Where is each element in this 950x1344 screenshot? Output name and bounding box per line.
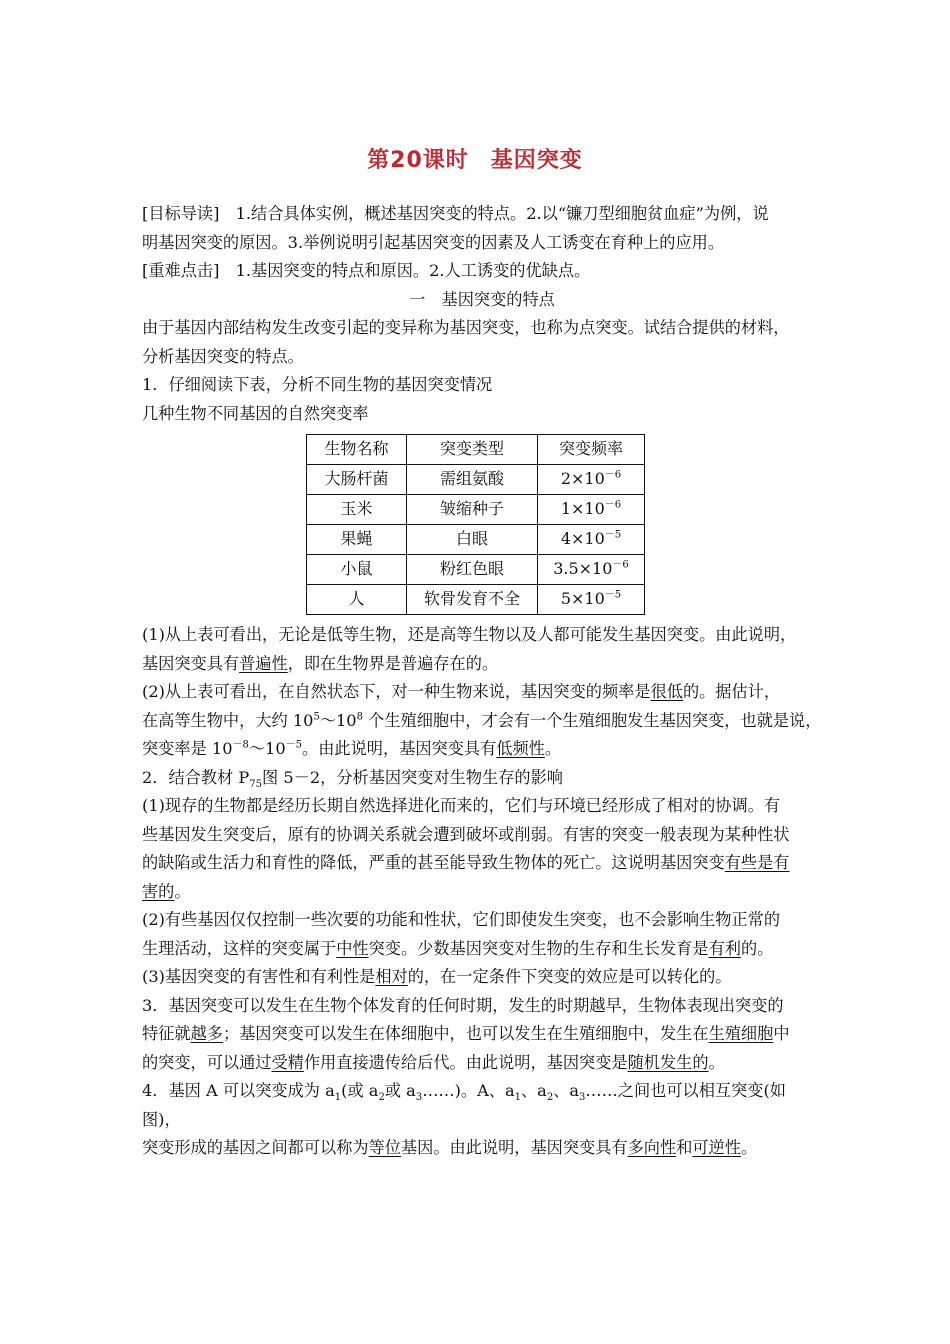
text-run: －5	[604, 589, 622, 601]
text-run: 的。据估计，	[682, 682, 781, 701]
text-run: 3	[415, 1092, 423, 1104]
text-run: 。	[740, 1138, 758, 1157]
text-run: 2	[546, 1092, 554, 1104]
q2-line-2	[142, 935, 822, 964]
cell-type: 白眼	[407, 525, 538, 555]
para-2-line-2	[142, 707, 822, 736]
q2-line-1: (2)有些基因仅仅控制一些次要的功能和性状，它们即使发生突变，也不会影响生物正常的	[142, 910, 781, 929]
text-run: ～10	[248, 739, 286, 758]
text-run: －5	[285, 739, 303, 751]
text-run: 图 5－2，分析基因突变对生物生存的影响	[262, 767, 563, 787]
text-run: 和	[676, 1138, 693, 1157]
answer-blank: 多向性	[627, 1138, 677, 1157]
text-run: 生理活动，这样的突变属于	[142, 938, 337, 958]
text-run: 。	[544, 739, 562, 758]
text-run: 2．结合教材 P	[142, 767, 250, 787]
text-run: 75	[249, 778, 263, 790]
text-run: 4．基因 A 可以突变成为 a	[142, 1081, 335, 1100]
goal-line-1	[142, 200, 822, 229]
cell-organism: 小鼠	[307, 555, 407, 585]
text-run: 的，在一定条件下突变的效应是可以转化的。	[407, 967, 732, 986]
text-run: 的缺陷或生活力和育性的降低，严重的甚至能导致生物体的死亡。这说明基因突变	[142, 853, 725, 872]
lesson-number: 第20课时	[367, 148, 469, 173]
header-frequency: 突变频率	[538, 435, 645, 465]
answer-blank: 受精	[271, 1052, 304, 1072]
header-type: 突变类型	[407, 435, 538, 465]
cell-type: 皱缩种子	[407, 495, 538, 525]
text-run: (或 a	[341, 1081, 379, 1100]
text-run: 1	[514, 1092, 521, 1104]
answer-blank: 有些是有	[724, 853, 790, 872]
text-run: 1	[334, 1092, 342, 1104]
lesson-topic: 基因突变	[490, 148, 583, 173]
text-run: ，即在生物界是普遍存在的。	[287, 653, 499, 673]
text-run: ……之间也可以相互突变(如图)，	[142, 1081, 786, 1129]
item-4-line-1	[142, 1077, 822, 1134]
answer-blank: 很低	[650, 682, 683, 701]
lead-line-2: 分析基因突变的特点。	[142, 346, 304, 366]
para-1-line-1: (1)从上表可看出，无论是低等生物，还是高等生物以及人都可能发生基因突变。由此说明，	[142, 625, 797, 644]
text-run: 3.5×10	[553, 559, 613, 579]
answer-blank: 低频性	[496, 739, 545, 758]
text-run: (2)从上表可看出，在自然状态下，对一种生物来说，基因突变的频率是	[142, 682, 651, 701]
text-run: 中	[773, 1024, 790, 1043]
q1-line-4	[142, 878, 822, 907]
text-run: 。由此说明，基因突变具有	[302, 739, 497, 758]
document-body	[142, 200, 822, 1163]
text-run: 4×10	[560, 529, 605, 549]
table-row	[307, 585, 645, 615]
page-title	[0, 143, 950, 174]
text-run: 突变。少数基因突变对生物的生存和生长发育是	[368, 938, 709, 958]
text-run: －8	[232, 739, 249, 751]
table-header-row	[307, 435, 645, 465]
para-2-line-1	[142, 678, 822, 707]
table-row	[307, 495, 645, 525]
text-run: －6	[612, 559, 629, 571]
answer-blank: 中性	[336, 938, 369, 958]
answer-blank: 有利	[708, 938, 741, 958]
goal-tag: [目标导读]	[142, 204, 220, 223]
text-run: 2	[378, 1092, 385, 1104]
text-run: 个生殖细胞中，才会有一个生殖细胞发生基因突变，也就是说，	[362, 710, 822, 730]
cell-frequency	[538, 585, 645, 615]
cell-frequency	[538, 525, 645, 555]
answer-blank: 可逆性	[692, 1138, 741, 1157]
cell-organism: 人	[307, 585, 407, 615]
text-run: 突变形成的基因之间都可以称为	[142, 1138, 369, 1157]
cell-frequency	[538, 495, 645, 525]
table-row	[307, 525, 645, 555]
cell-type: 软骨发育不全	[407, 585, 538, 615]
text-run: 作用直接遗传给后代。由此说明，基因突变是	[303, 1052, 628, 1072]
text-run: 突变率是 10	[142, 739, 233, 758]
q3-line	[142, 963, 822, 992]
goal-line-2: 明基因突变的原因。3.举例说明引起基因突变的因素及人工诱变在育种上的应用。	[142, 232, 725, 252]
text-run: 。	[708, 1052, 725, 1072]
cell-frequency	[538, 555, 645, 585]
focus-line	[142, 257, 822, 286]
text-run: －6	[604, 469, 622, 481]
table-caption: 几种生物不同基因的自然突变率	[142, 403, 369, 423]
text-run: 8	[356, 711, 363, 723]
answer-blank: 害的	[142, 881, 175, 901]
header-organism: 生物名称	[307, 435, 407, 465]
item-3-line-2	[142, 1020, 822, 1049]
cell-type: 粉红色眼	[407, 555, 538, 585]
answer-blank: 随机发生的	[627, 1052, 709, 1072]
text-run: 5	[313, 711, 320, 723]
text-run: －6	[604, 499, 622, 511]
cell-organism: 大肠杆菌	[307, 465, 407, 495]
text-run: 1.结合具体实例，概述基因突变的特点。2.以“镰刀型细胞贫血症”为例，说	[235, 204, 769, 223]
text-run: ～10	[319, 710, 357, 730]
text-run: 在高等生物中，大约 10	[142, 710, 314, 730]
answer-blank: 相对	[375, 967, 408, 986]
text-run: 基因突变具有	[142, 653, 240, 673]
table-row	[307, 555, 645, 585]
cell-organism: 玉米	[307, 495, 407, 525]
text-run: 。	[174, 881, 191, 901]
item-4-line-2	[142, 1134, 822, 1163]
q1-line-3	[142, 849, 822, 878]
text-run: ……)。A、a	[422, 1081, 515, 1100]
text-run: －5	[604, 529, 622, 541]
answer-blank: 生殖细胞	[708, 1024, 774, 1043]
table-row	[307, 465, 645, 495]
cell-organism: 果蝇	[307, 525, 407, 555]
para-1-line-2	[142, 650, 822, 679]
cell-frequency	[538, 465, 645, 495]
text-run: 或 a	[384, 1081, 416, 1100]
text-run: 1×10	[560, 499, 605, 519]
text-run: (3)基因突变的有害性和有利性是	[142, 967, 376, 986]
item-2	[142, 764, 822, 793]
section-heading: 一 基因突变的特点	[409, 289, 555, 309]
text-run: 1.基因突变的特点和原因。2.人工诱变的优缺点。	[235, 261, 591, 280]
text-run: 5×10	[560, 589, 605, 609]
item-3-line-1: 3．基因突变可以发生在生物个体发育的任何时期，发生的时期越早，生物体表现出突变的	[142, 995, 784, 1015]
item-3-line-3	[142, 1049, 822, 1078]
para-2-line-3	[142, 735, 822, 764]
answer-blank: 普遍性	[239, 653, 288, 673]
text-run: ；基因突变可以发生在体细胞中，也可以发生在生殖细胞中，发生在	[222, 1024, 709, 1043]
text-run: 的突变，可以通过	[142, 1052, 272, 1072]
text-run: 、a	[520, 1081, 547, 1100]
q1-line-1: (1)现存的生物都是经历长期自然选择进化而来的，它们与环境已经形成了相对的协调。有	[142, 796, 781, 815]
answer-blank: 越多	[190, 1024, 223, 1043]
answer-blank: 等位	[368, 1138, 401, 1157]
cell-type: 需组氨酸	[407, 465, 538, 495]
lead-line-1: 由于基因内部结构发生改变引起的变异称为基因突变，也称为点突变。试结合提供的材料，	[142, 318, 790, 337]
text-run: 的。	[740, 938, 774, 958]
text-run: 3	[579, 1092, 586, 1104]
focus-tag: [重难点击]	[142, 261, 220, 280]
text-run: 特征就	[142, 1024, 191, 1043]
text-run: 2×10	[560, 469, 605, 489]
item-1: 1．仔细阅读下表，分析不同生物的基因突变情况	[142, 375, 493, 394]
text-run: 、a	[553, 1081, 580, 1100]
q1-line-2: 些基因发生突变后，原有的协调关系就会遭到破坏或削弱。有害的突变一般表现为某种性状	[142, 824, 790, 844]
mutation-rate-table	[306, 434, 645, 615]
text-run: 基因。由此说明，基因突变具有	[401, 1138, 628, 1157]
